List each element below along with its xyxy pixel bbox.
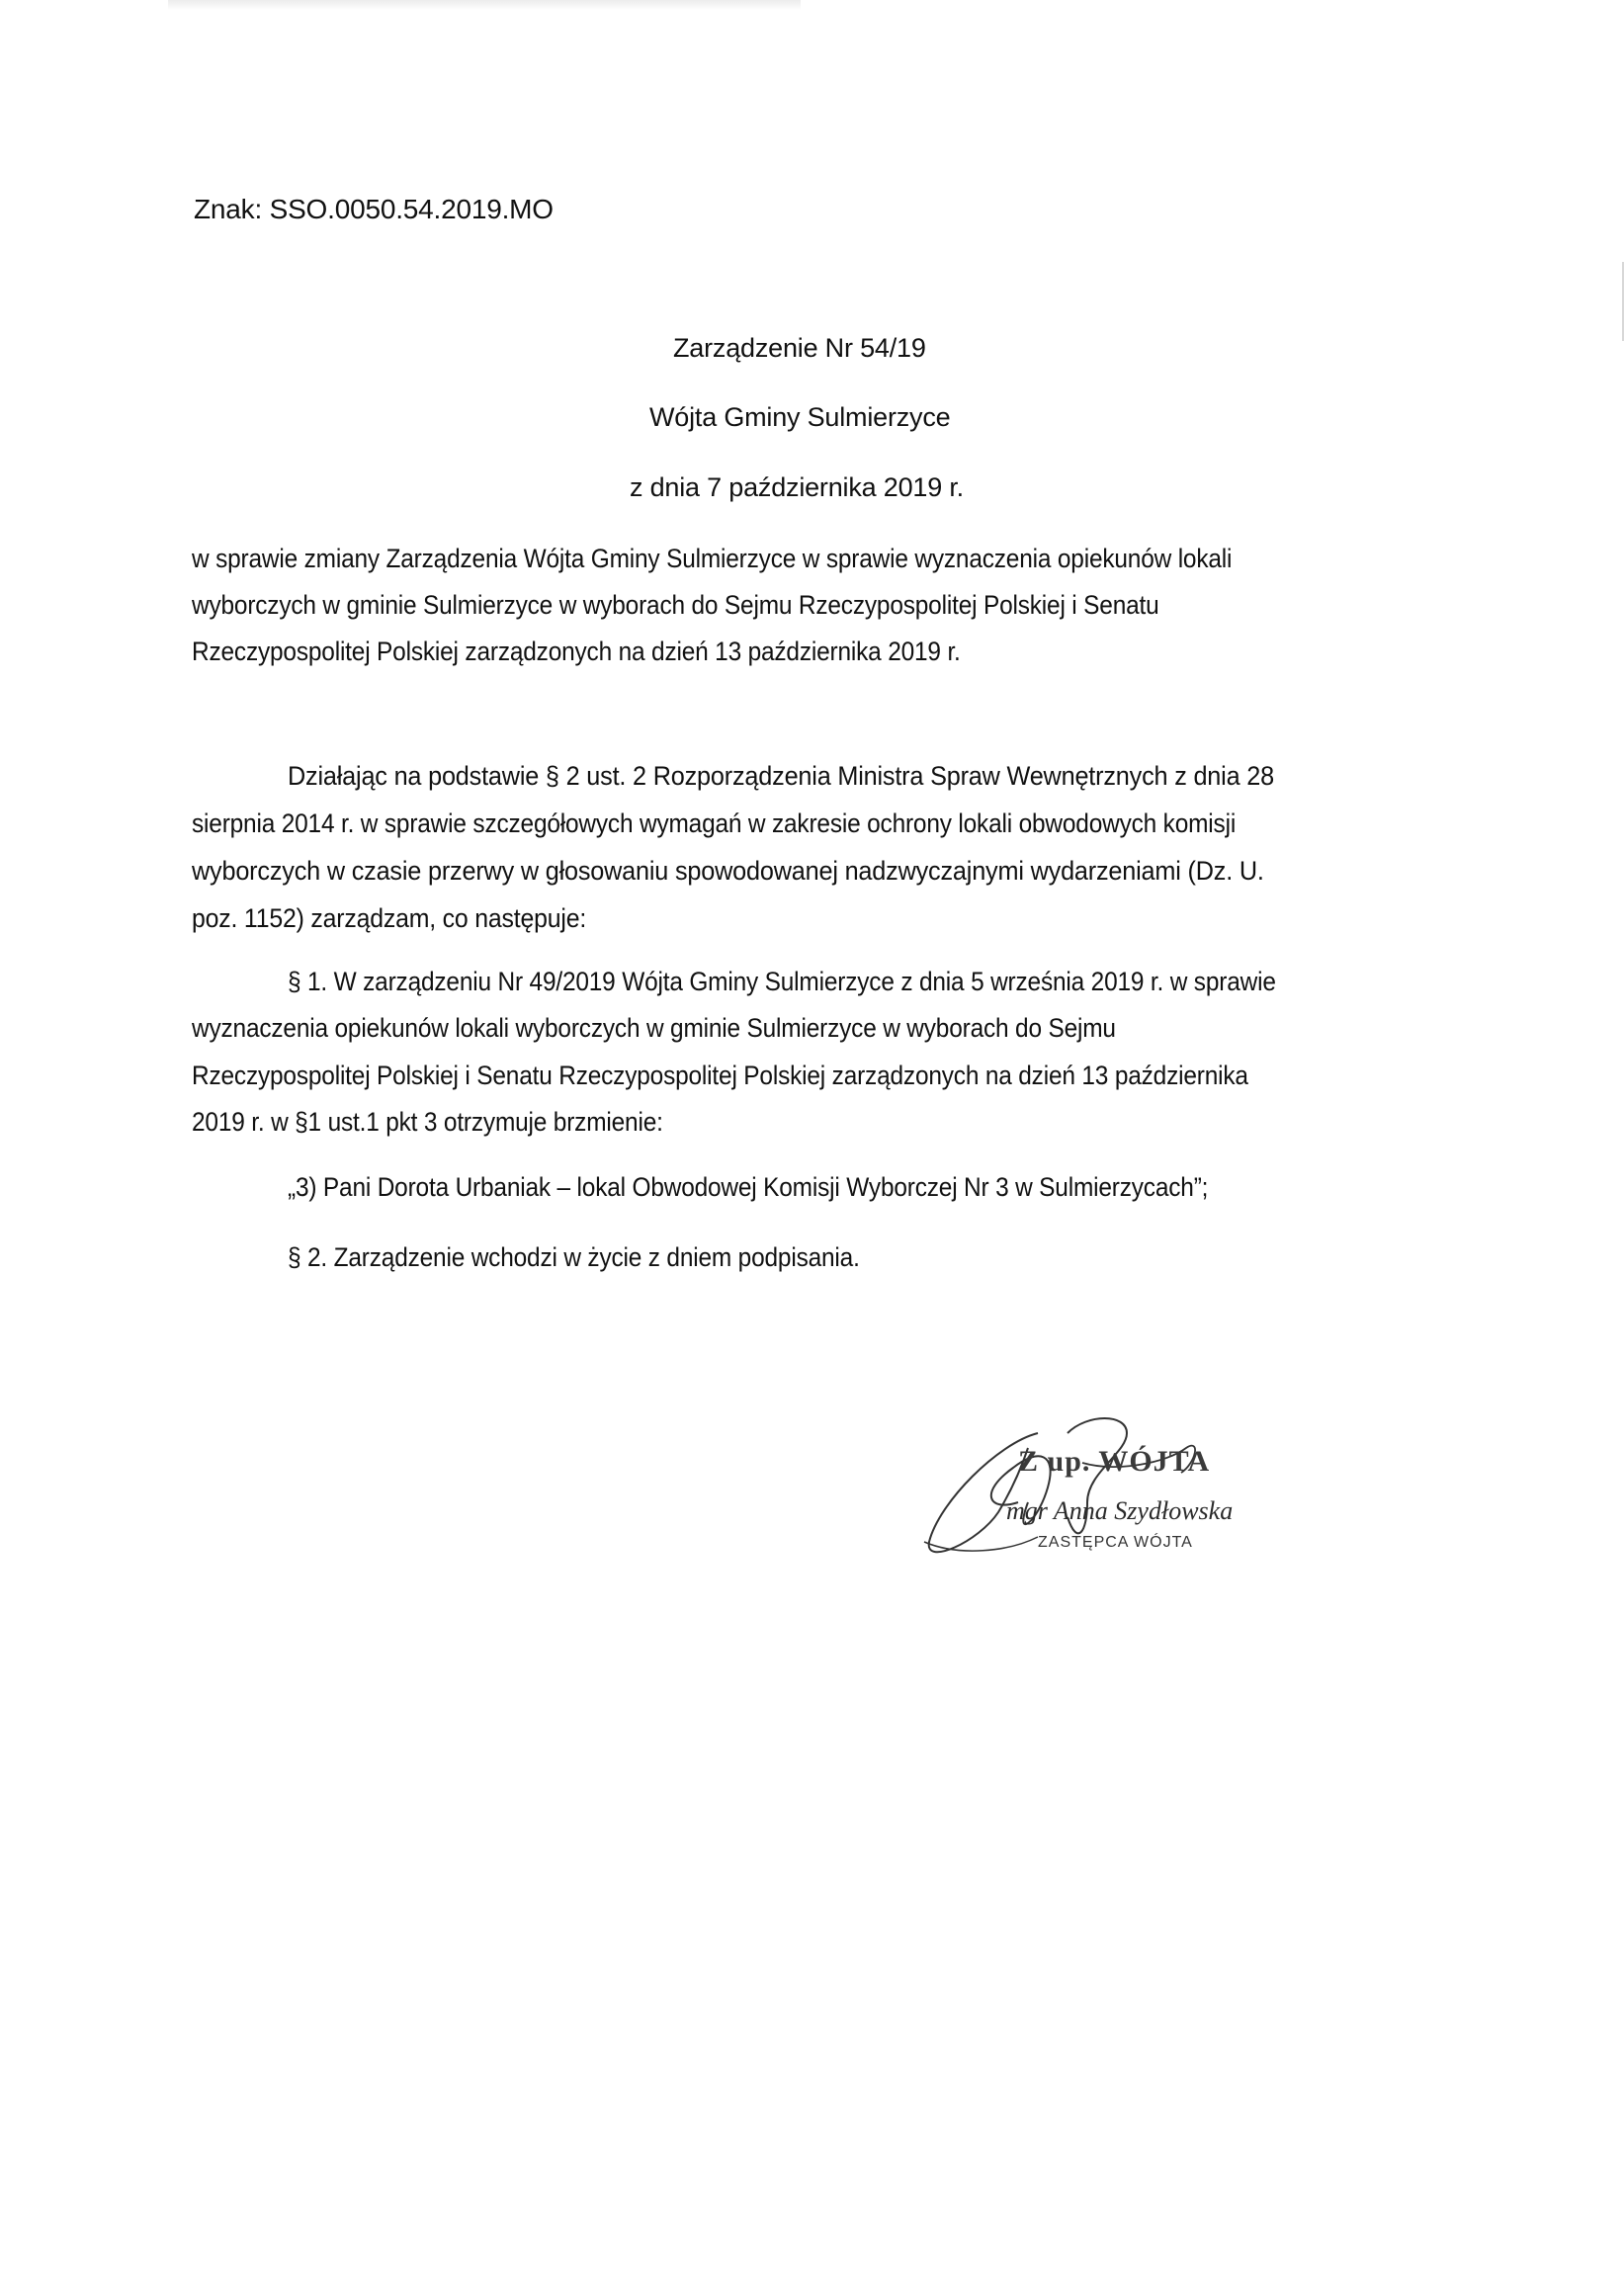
- subject-line: wyborczych w gminie Sulmierzyce w wyborach do Sejmu Rzeczypospolitej Polskiej i Senatu: [192, 590, 1159, 620]
- title-line-1: Zarządzenie Nr 54/19: [673, 333, 926, 363]
- paragraph-line: wyborczych w czasie przerwy w głosowaniu spowodowanej nadzwyczajnymi wydarzeniami (Dz. U.: [192, 856, 1264, 886]
- section-1-line: Rzeczypospolitej Polskiej i Senatu Rzeczypospolitej Polskiej zarządzonych na dzień 13 października: [192, 1061, 1248, 1090]
- paragraph-line: poz. 1152) zarządzam, co następuje:: [192, 903, 587, 933]
- signature-stamp-title: Z up. WÓJTA: [1018, 1445, 1211, 1478]
- subject-line: w sprawie zmiany Zarządzenia Wójta Gminy Sulmierzyce w sprawie wyznaczenia opiekunów lokali: [192, 544, 1233, 573]
- section-1-line: wyznaczenia opiekunów lokali wyborczych w gminie Sulmierzyce w wyborach do Sejmu: [192, 1013, 1116, 1043]
- paragraph-line: sierpnia 2014 r. w sprawie szczegółowych wymagań w zakresie ochrony lokali obwodowych komisji: [192, 808, 1237, 838]
- signatory-role: ZASTĘPCA WÓJTA: [1038, 1534, 1193, 1551]
- section-1-line: 2019 r. w §1 ust.1 pkt 3 otrzymuje brzmienie:: [192, 1107, 663, 1137]
- title-line-2: Wójta Gminy Sulmierzyce: [649, 402, 951, 432]
- section-1-line: § 1. W zarządzeniu Nr 49/2019 Wójta Gminy Sulmierzyce z dnia 5 września 2019 r. w sprawie: [288, 967, 1276, 996]
- quoted-point: „3) Pani Dorota Urbaniak – lokal Obwodowej Komisji Wyborczej Nr 3 w Sulmierzycach”;: [288, 1172, 1209, 1202]
- scan-artifact-top: [168, 0, 801, 10]
- paragraph-line: Działając na podstawie § 2 ust. 2 Rozporządzenia Ministra Spraw Wewnętrznych z dnia 28: [288, 761, 1274, 791]
- signatory-name: mgr Anna Szydłowska: [1006, 1496, 1234, 1525]
- section-2: § 2. Zarządzenie wchodzi w życie z dniem podpisania.: [288, 1242, 860, 1272]
- subject-line: Rzeczypospolitej Polskiej zarządzonych na dzień 13 października 2019 r.: [192, 637, 961, 666]
- title-line-3: z dnia 7 października 2019 r.: [630, 472, 964, 502]
- document-reference: Znak: SSO.0050.54.2019.MO: [194, 194, 554, 224]
